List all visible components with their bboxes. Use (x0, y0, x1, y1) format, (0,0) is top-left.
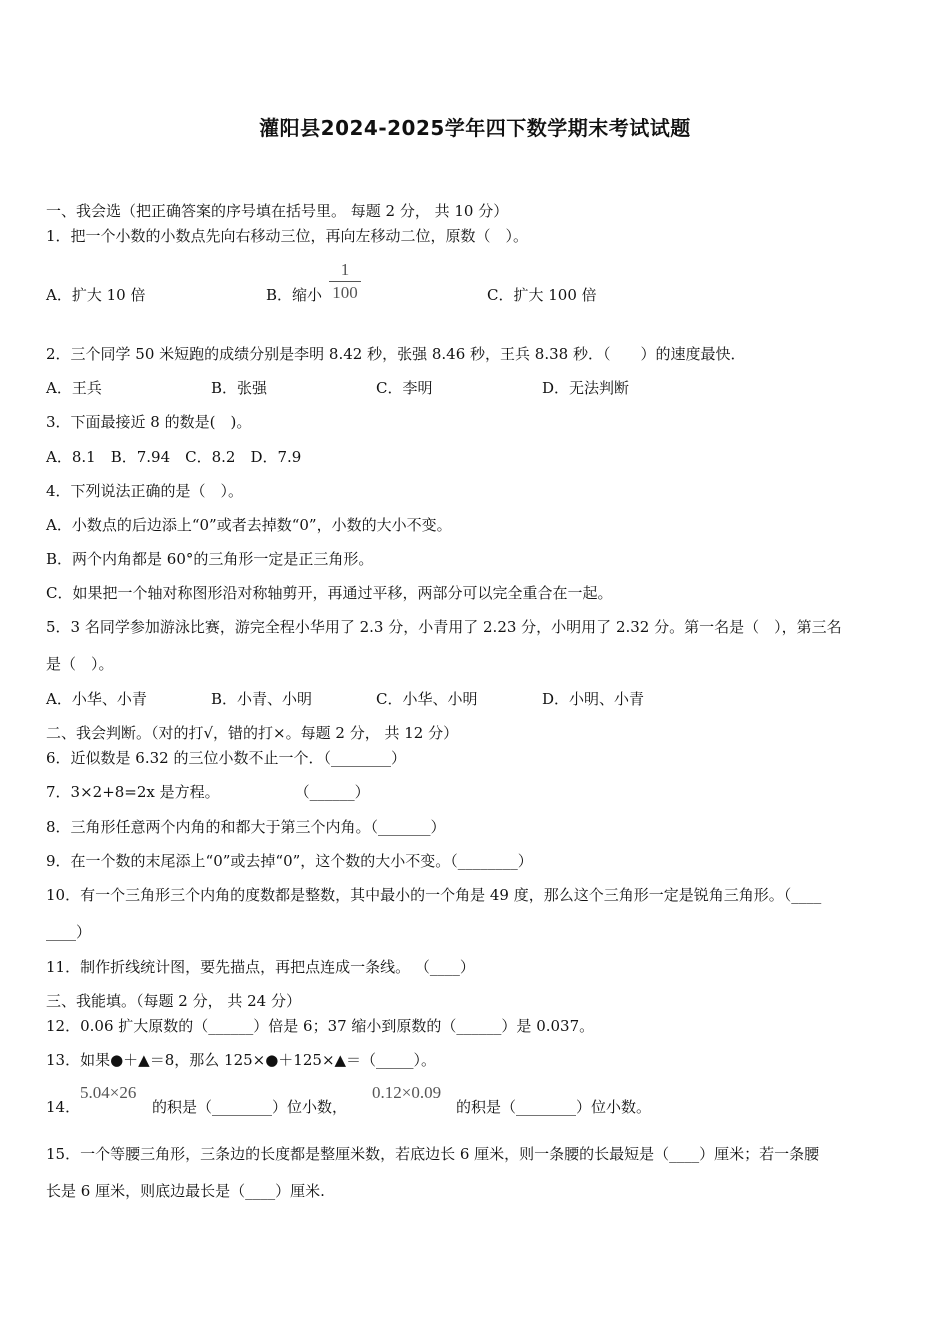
question-2-option-a: A．王兵 (46, 379, 102, 397)
fraction-bar (329, 281, 361, 282)
question-4-stem: 4．下列说法正确的是（ ）。 (46, 482, 244, 500)
question-1-stem: 1．把一个小数的小数点先向右移动三位，再向左移动二位，原数（ ）。 (46, 227, 529, 245)
question-8: 8．三角形任意两个内角的和都大于第三个内角。（_______） (46, 818, 446, 836)
fraction-one-hundredth (329, 260, 361, 303)
question-4-option-a: A．小数点的后边添上“0”或者去掉数“0”，小数的大小不变。 (46, 516, 452, 534)
question-5-option-c: C．小华、小明 (376, 690, 478, 708)
question-6: 6．近似数是 6.32 的三位小数不止一个．（________） (46, 749, 406, 767)
question-7: 7．3×2+8=2x 是方程。 （______） (46, 783, 370, 801)
question-2-option-c: C．李明 (376, 379, 433, 397)
fraction-numerator: 1 (340, 260, 350, 279)
fraction-denominator: 100 (332, 283, 358, 302)
question-3-options: A．8.1 B．7.94 C．8.2 D．7.9 (46, 448, 302, 466)
question-12: 12．0.06 扩大原数的（______）倍是 6；37 缩小到原数的（______）是 0.037。 (46, 1017, 595, 1035)
question-13: 13．如果●＋▲＝8，那么 125×●＋125×▲＝（_____）。 (46, 1051, 437, 1069)
question-3-stem: 3．下面最接近 8 的数是( )。 (46, 413, 252, 431)
question-11: 11．制作折线统计图，要先描点，再把点连成一条线。 （____） (46, 958, 475, 976)
question-2-option-b: B．张强 (211, 379, 268, 397)
question-1-option-c: C．扩大 100 倍 (487, 286, 597, 304)
question-15-line-2: 长是 6 厘米，则底边最长是（____）厘米. (46, 1182, 325, 1200)
question-5-option-a: A．小华、小青 (46, 690, 147, 708)
question-10-line-1: 10．有一个三角形三个内角的度数都是整数，其中最小的一个角是 49 度，那么这个三角形一定是锐角三角形。（____ (46, 886, 822, 904)
page-title: 灌阳县2024-2025学年四下数学期末考试试题 (259, 116, 691, 140)
question-14-text-2: 的积是（________）位小数。 (456, 1098, 652, 1116)
question-15-line-1: 15．一个等腰三角形，三条边的长度都是整厘米数，若底边长 6 厘米，则一条腰的长最短是（____）厘米；若一条腰 (46, 1145, 820, 1163)
question-4-option-c: C．如果把一个轴对称图形沿对称轴剪开，再通过平移，两部分可以完全重合在一起。 (46, 584, 613, 602)
section-1-header: 一、我会选（把正确答案的序号填在括号里。 每题 2 分， 共 10 分） (46, 202, 509, 220)
question-4-option-b: B．两个内角都是 60°的三角形一定是正三角形。 (46, 550, 374, 568)
question-5-option-b: B．小青、小明 (211, 690, 313, 708)
question-5-stem-line-2: 是（ ）。 (46, 655, 114, 673)
question-10-line-2: ____） (46, 923, 92, 941)
question-14-expression-2: 0.12×0.09 (372, 1083, 442, 1102)
question-1-option-b: B．缩小 (266, 286, 323, 304)
question-2-option-d: D．无法判断 (542, 379, 630, 397)
section-3-header: 三、我能填。（每题 2 分， 共 24 分） (46, 992, 301, 1010)
question-14-text-1: 的积是（________）位小数， (152, 1098, 348, 1116)
question-1-option-a: A．扩大 10 倍 (46, 286, 146, 304)
question-14-expression-1: 5.04×26 (80, 1083, 137, 1102)
question-5-stem-line-1: 5．3 名同学参加游泳比赛，游完全程小华用了 2.3 分，小青用了 2.23 分，小明用了 2.32 分。第一名是（ ），第三名 (46, 618, 842, 636)
section-2-header: 二、我会判断。（对的打√，错的打×。每题 2 分， 共 12 分） (46, 724, 459, 742)
question-2-stem: 2．三个同学 50 米短跑的成绩分别是李明 8.42 秒，张强 8.46 秒，王兵 8.38 秒．（ ）的速度最快． (46, 345, 746, 363)
question-9: 9．在一个数的末尾添上“0”或去掉“0”，这个数的大小不变。（________） (46, 852, 533, 870)
question-5-option-d: D．小明、小青 (542, 690, 645, 708)
question-14-label: 14． (46, 1098, 81, 1116)
